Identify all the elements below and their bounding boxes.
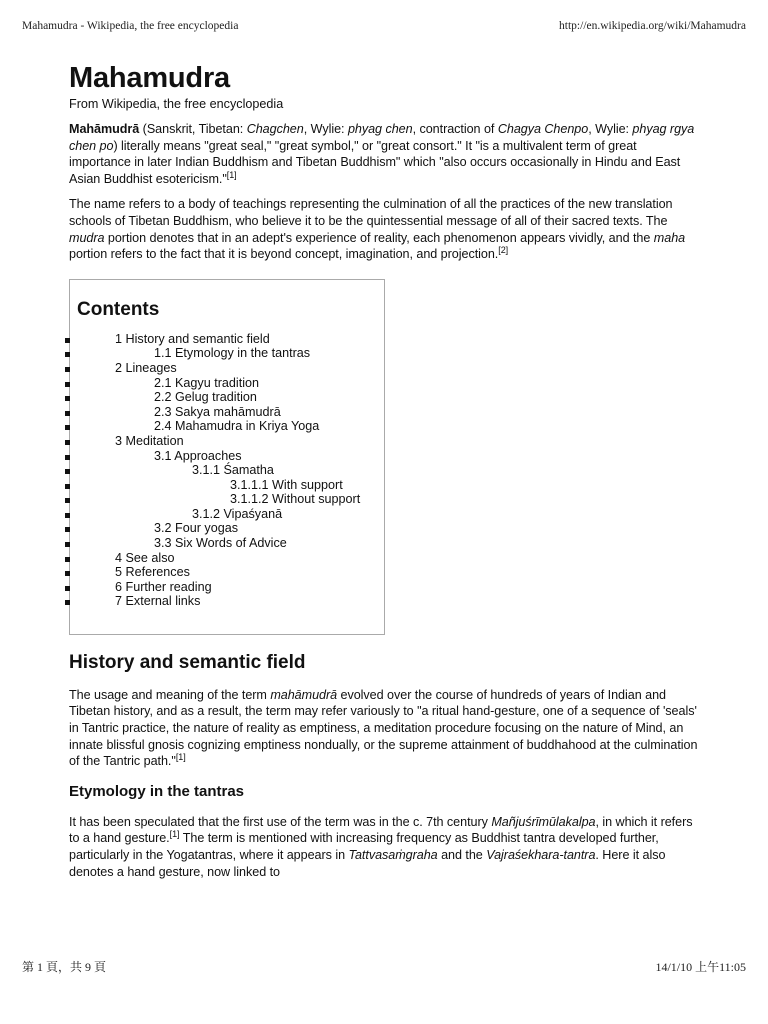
- bullet-icon: [65, 396, 70, 401]
- toc-item[interactable]: [77, 565, 384, 580]
- bullet-icon: [65, 513, 70, 518]
- italic-term: Chagya Chenpo: [497, 122, 589, 136]
- bullet-icon: [65, 527, 70, 532]
- bullet-icon: [65, 498, 70, 503]
- toc-item[interactable]: [77, 332, 384, 347]
- toc-item-label[interactable]: 3.1.1 Śamatha: [192, 463, 274, 478]
- toc-item[interactable]: [77, 492, 384, 507]
- bullet-icon: [65, 469, 70, 474]
- toc-item-label[interactable]: 6 Further reading: [115, 579, 212, 594]
- toc-item[interactable]: [77, 580, 384, 595]
- italic-term: phyag rgya chen po: [69, 122, 695, 153]
- text-run: The term is mentioned with increasing frequency as Buddhist tantra developed further, particularly in the Yogatantras, where it appears in: [69, 831, 659, 862]
- toc-item-label[interactable]: 1 History and semantic field: [115, 331, 270, 346]
- text-run: The usage and meaning of the term: [69, 687, 271, 702]
- toc-item-label[interactable]: 3.1 Approaches: [154, 448, 242, 463]
- italic-term: maha: [653, 230, 686, 245]
- toc-item[interactable]: [77, 594, 384, 609]
- toc-item[interactable]: [77, 361, 384, 376]
- toc-item-label[interactable]: 3 Meditation: [115, 433, 184, 448]
- intro-paragraph-2: [69, 196, 699, 262]
- table-of-contents: [69, 279, 385, 635]
- page-tagline: From Wikipedia, the free encyclopedia: [69, 97, 284, 111]
- text-run: (Sanskrit, Tibetan:: [139, 122, 247, 136]
- article-body: [69, 60, 699, 880]
- toc-item-label[interactable]: 2.4 Mahamudra in Kriya Yoga: [154, 419, 320, 434]
- toc-item[interactable]: [77, 434, 384, 449]
- toc-item[interactable]: [77, 346, 384, 361]
- text-run: . Here it also denotes a hand gesture, now linked to: [69, 847, 666, 879]
- text-run: evolved over the course of hundreds of years of Indian and Tibetan history, and as a result, the term may refer variously to "a ritual hand-gesture, one of a sequence of 'seals' in Tantric practice, the nature of reality as emptiness, a meditation procedure focusing on the nature of Mind, an innate blissful gnosis cognizing emptiness nondually, or the supreme attainment of buddhahood at the culmination of the Tantric path.": [69, 687, 698, 769]
- italic-term: mudra: [69, 230, 105, 245]
- bullet-icon: [65, 586, 70, 591]
- toc-item[interactable]: [77, 521, 384, 536]
- toc-item[interactable]: [77, 376, 384, 391]
- bullet-icon: [65, 411, 70, 416]
- bullet-icon: [65, 484, 70, 489]
- toc-item-label[interactable]: 3.3 Six Words of Advice: [154, 536, 287, 551]
- toc-item-label[interactable]: 3.1.1.2 Without support: [230, 492, 361, 507]
- print-footer-timestamp: 14/1/10 上午11:05: [655, 960, 746, 974]
- toc-item[interactable]: [77, 478, 384, 493]
- italic-term: Tattvasaṁgraha: [348, 847, 438, 862]
- toc-item-label[interactable]: 1.1 Etymology in the tantras: [154, 346, 311, 361]
- toc-item[interactable]: [77, 419, 384, 434]
- toc-item-label[interactable]: 5 References: [115, 565, 190, 580]
- toc-item[interactable]: [77, 507, 384, 522]
- citation-link[interactable]: [1]: [169, 829, 180, 840]
- italic-term: Vajraśekhara-tantra: [486, 847, 596, 862]
- italic-term: mahāmudrā: [270, 687, 338, 702]
- print-footer-page: 第 1 頁，共 9 頁: [22, 960, 107, 974]
- print-header-title: Mahamudra - Wikipedia, the free encyclopedia: [22, 20, 239, 32]
- toc-item-label[interactable]: 3.1.2 Vipaśyanā: [192, 506, 283, 521]
- citation-link[interactable]: [1]: [175, 752, 186, 763]
- etymology-paragraph: [69, 814, 699, 880]
- citation-link[interactable]: [1]: [226, 169, 237, 180]
- toc-item-label[interactable]: 3.2 Four yogas: [154, 521, 239, 536]
- text-run: portion refers to the fact that it is beyond concept, imagination, and projection.: [69, 247, 499, 262]
- toc-item-label[interactable]: 2.2 Gelug tradition: [154, 390, 257, 405]
- text-run: , Wylie:: [588, 122, 633, 136]
- text-run: ) literally means "great seal," "great symbol," or "great consort." It "is a multivalent term of great importance in later Indian Buddhism and Tibetan Buddhism" which "also occurs occasionally in Hindu and East Asian Buddhist esotericism.": [69, 138, 681, 186]
- bullet-icon: [65, 557, 70, 562]
- toc-item-label[interactable]: 3.1.1.1 With support: [230, 477, 343, 492]
- italic-term: Chagchen: [246, 122, 304, 136]
- bullet-icon: [65, 600, 70, 605]
- citation-link[interactable]: [2]: [498, 245, 509, 256]
- print-header-url: http://en.wikipedia.org/wiki/Mahamudra: [559, 20, 746, 32]
- toc-item[interactable]: [77, 390, 384, 405]
- page-title: Mahamudra: [69, 62, 230, 94]
- toc-item-label[interactable]: 2.3 Sakya mahāmudrā: [154, 404, 281, 419]
- toc-list: [77, 332, 384, 609]
- bullet-icon: [65, 352, 70, 357]
- bullet-icon: [65, 542, 70, 547]
- history-paragraph: [69, 687, 699, 770]
- bullet-icon: [65, 440, 70, 445]
- bullet-icon: [65, 382, 70, 387]
- bullet-icon: [65, 425, 70, 430]
- toc-item-label[interactable]: 7 External links: [115, 594, 201, 609]
- bullet-icon: [65, 338, 70, 343]
- toc-item[interactable]: [77, 536, 384, 551]
- text-run: and the: [437, 847, 487, 862]
- intro-paragraph-1: [69, 121, 699, 187]
- text-run: , in which it refers to a hand gesture.: [69, 814, 693, 846]
- text-run: The name refers to a body of teachings representing the culmination of all the practices of the new translation schools of Tibetan Buddhism, who believe it to be the quintessential message of all of their sacred texts. The: [69, 197, 673, 228]
- term-bold: Mahāmudrā: [69, 122, 140, 136]
- section-heading-history: History and semantic field: [69, 651, 306, 673]
- toc-item-label[interactable]: 2.1 Kagyu tradition: [154, 375, 260, 390]
- bullet-icon: [65, 571, 70, 576]
- toc-title: Contents: [77, 298, 160, 320]
- text-run: portion denotes that in an adept's experience of reality, each phenomenon appears vividly, and the: [104, 230, 654, 245]
- italic-term: Mañjuśrīmūlakalpa: [491, 814, 596, 829]
- toc-item[interactable]: [77, 463, 384, 478]
- bullet-icon: [65, 367, 70, 372]
- bullet-icon: [65, 455, 70, 460]
- italic-term: phyag chen: [347, 122, 413, 136]
- toc-item[interactable]: [77, 551, 384, 566]
- subsection-heading-etymology: Etymology in the tantras: [69, 782, 245, 800]
- toc-item[interactable]: [77, 405, 384, 420]
- toc-item-label[interactable]: 4 See also: [115, 550, 175, 565]
- text-run: , Wylie:: [303, 122, 348, 136]
- text-run: It has been speculated that the first use of the term was in the c. 7th century: [69, 814, 492, 829]
- text-run: , contraction of: [412, 122, 498, 136]
- toc-item-label[interactable]: 2 Lineages: [115, 360, 177, 375]
- toc-item[interactable]: [77, 449, 384, 464]
